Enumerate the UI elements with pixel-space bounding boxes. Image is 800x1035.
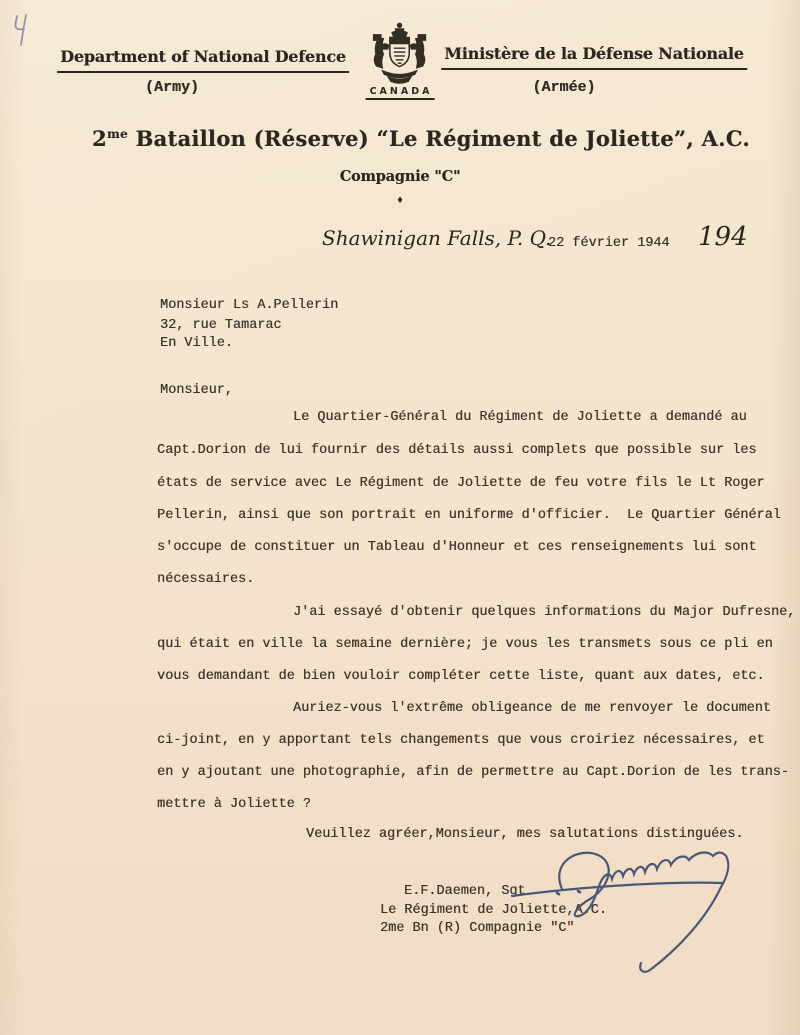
recipient-street: 32, rue Tamarac bbox=[160, 318, 282, 333]
body-line: nécessaires. bbox=[157, 572, 255, 587]
body-line: s'occupe de constituer un Tableau d'Honneur et ces renseignements lui sont bbox=[157, 540, 757, 555]
department-subtitle-en: (Army) bbox=[144, 79, 200, 96]
body-line: qui était en ville la semaine dernière; je vous les transmets sous ce pli en bbox=[157, 637, 773, 652]
recipient-city: En Ville. bbox=[160, 336, 233, 351]
handwritten-signature bbox=[500, 843, 750, 983]
handwritten-4-icon bbox=[8, 12, 34, 50]
body-line: mettre à Joliette ? bbox=[157, 797, 311, 812]
regiment-title bbox=[92, 126, 750, 151]
body-line: Capt.Dorion de lui fournir des détails aussi complets que possible sur les bbox=[157, 443, 757, 458]
department-title-en: Department of National Defence bbox=[57, 47, 349, 73]
closing-line: Veuillez agréer,Monsieur, mes salutations distinguées. bbox=[306, 827, 744, 842]
company-line: Compagnie "C" bbox=[339, 168, 461, 185]
body-line: vous demandant de bien vouloir compléter cette liste, quant aux dates, etc. bbox=[157, 669, 765, 684]
coat-of-arms bbox=[366, 22, 435, 100]
handwritten-page-number bbox=[8, 12, 34, 50]
dateline-printed-year: 194 bbox=[698, 222, 748, 252]
body-line: Le Quartier-Général du Régiment de Joliette a demandé au bbox=[293, 410, 747, 425]
department-title-fr: Ministère de la Défense Nationale bbox=[441, 44, 747, 70]
body-line: J'ai essayé d'obtenir quelques informations du Major Dufresne, bbox=[293, 605, 796, 620]
signatory-name: E.F.Daemen, Sgt bbox=[404, 884, 526, 899]
body-line: états de service avec Le Régiment de Joliette de feu votre fils le Lt Roger bbox=[157, 476, 765, 491]
signatory-company: 2me Bn (R) Compagnie "C" bbox=[380, 921, 575, 936]
arms-caption: CANADA bbox=[366, 86, 435, 100]
body-line: Pellerin, ainsi que son portrait en uniforme d'officier. Le Quartier Général bbox=[157, 508, 781, 523]
dateline-place: Shawinigan Falls, P. Q. bbox=[322, 226, 552, 250]
body-line: Auriez-vous l'extrême obligeance de me renvoyer le document bbox=[293, 701, 771, 716]
regiment-title-rest: Bataillon (Réserve) “Le Régiment de Joliette”, A.C. bbox=[127, 126, 750, 151]
signature-flourish-icon bbox=[500, 843, 750, 983]
body-line: en y ajoutant une photographie, afin de permettre au Capt.Dorion de les trans- bbox=[157, 765, 789, 780]
salutation: Monsieur, bbox=[160, 383, 233, 398]
regiment-title-prefix: 2 bbox=[92, 126, 107, 151]
regiment-title-ordinal: me bbox=[106, 127, 128, 141]
canada-coat-of-arms-icon bbox=[369, 22, 431, 84]
body-line: ci-joint, en y apportant tels changements que vous croiriez nécessaires, et bbox=[157, 733, 765, 748]
diamond-ornament-icon: ♦ bbox=[397, 194, 403, 206]
signatory-unit: Le Régiment de Joliette,A.C. bbox=[380, 903, 607, 918]
dateline-typed-date: 22 février 1944 bbox=[548, 236, 670, 251]
department-subtitle-fr: (Armée) bbox=[532, 79, 596, 96]
recipient-name: Monsieur Ls A.Pellerin bbox=[160, 298, 339, 313]
